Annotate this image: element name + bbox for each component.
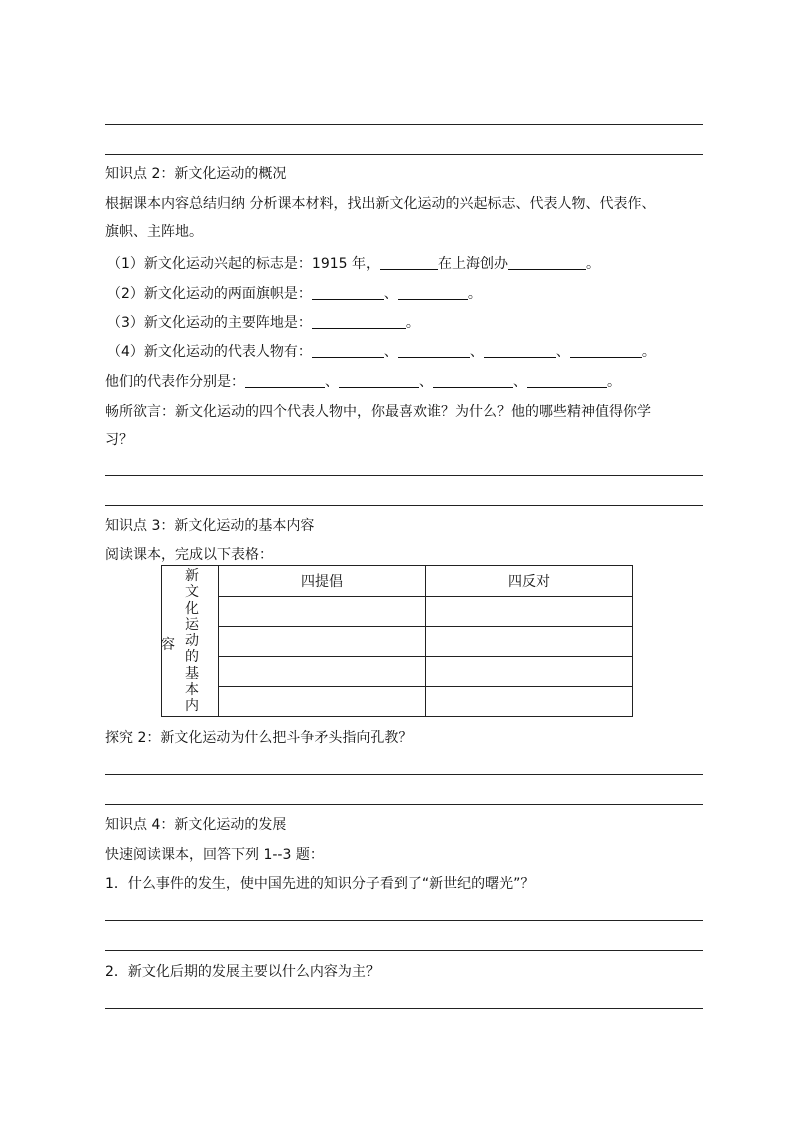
answer-line[interactable] [105, 475, 703, 476]
answer-line[interactable] [105, 124, 703, 125]
answer-line[interactable] [105, 505, 703, 506]
blank-banner-1[interactable] [312, 285, 384, 300]
blank-magazine-name[interactable] [508, 255, 586, 270]
content-table [161, 565, 633, 717]
blank-work-3[interactable] [433, 373, 513, 388]
table-row [162, 657, 633, 687]
table-cell[interactable] [426, 597, 633, 627]
table-cell[interactable] [219, 627, 426, 657]
section-3-instruction: 阅读课本，完成以下表格： [105, 547, 273, 563]
table-cell[interactable] [426, 657, 633, 687]
question-3: （3）新文化运动的主要阵地是： 。 [107, 315, 420, 331]
blank-figure-2[interactable] [398, 343, 470, 358]
blank-banner-2[interactable] [398, 285, 468, 300]
blank-work-2[interactable] [339, 373, 419, 388]
question-2: （2）新文化运动的两面旗帜是： 、 。 [107, 286, 482, 302]
discussion-line-1: 畅所欲言：新文化运动的四个代表人物中，你最喜欢谁？为什么？他的哪些精神值得你学 [105, 404, 651, 420]
answer-line[interactable] [105, 950, 703, 951]
table-cell[interactable] [219, 687, 426, 717]
blank-figure-4[interactable] [570, 343, 642, 358]
column-header-advocate: 四提倡 [219, 566, 426, 597]
section-3-title: 知识点 3：新文化运动的基本内容 [105, 518, 315, 534]
table-cell[interactable] [219, 597, 426, 627]
answer-line[interactable] [105, 1008, 703, 1009]
blank-work-4[interactable] [527, 373, 607, 388]
section-2-title: 知识点 2：新文化运动的概况 [105, 166, 287, 182]
answer-line[interactable] [105, 774, 703, 775]
row-header-vertical-text: 新 文 化 运 动 的 基 本 内 [185, 568, 199, 715]
discussion-line-2: 习？ [105, 432, 133, 448]
section-4-question-2: 2．新文化后期的发展主要以什么内容为主？ [105, 964, 380, 980]
blank-work-1[interactable] [245, 373, 325, 388]
question-1: （1）新文化运动兴起的标志是：1915 年， 在上海创办 。 [107, 256, 600, 272]
table-row [162, 597, 633, 627]
answer-line[interactable] [105, 804, 703, 805]
blank-figure-1[interactable] [312, 343, 384, 358]
table-row-header [162, 566, 219, 717]
table-cell[interactable] [426, 687, 633, 717]
table-row [162, 627, 633, 657]
table-cell[interactable] [426, 627, 633, 657]
table-row [162, 687, 633, 717]
section-4-question-1: 1．什么事件的发生，使中国先进的知识分子看到了“新世纪的曙光”？ [105, 876, 535, 892]
question-4: （4）新文化运动的代表人物有： 、 、 、 。 [107, 344, 656, 360]
section-4-instruction: 快速阅读课本，回答下列 1--3 题： [105, 847, 324, 863]
section-4-title: 知识点 4：新文化运动的发展 [105, 817, 287, 833]
answer-line[interactable] [105, 920, 703, 921]
table-cell[interactable] [219, 657, 426, 687]
explore-question: 探究 2：新文化运动为什么把斗争矛头指向孔教？ [105, 730, 413, 746]
blank-figure-3[interactable] [484, 343, 556, 358]
section-2-intro-line-1: 根据课本内容总结归纳 分析课本材料，找出新文化运动的兴起标志、代表人物、代表作、 [105, 196, 656, 212]
column-header-oppose: 四反对 [426, 566, 633, 597]
works-question: 他们的代表作分别是： 、 、 、 。 [105, 374, 621, 390]
section-2-intro-line-2: 旗帜、主阵地。 [105, 224, 203, 240]
blank-main-position[interactable] [312, 314, 406, 329]
answer-line[interactable] [105, 154, 703, 155]
blank-magazine-editor[interactable] [380, 255, 438, 270]
row-header-overflow-char: 容 [161, 637, 175, 653]
